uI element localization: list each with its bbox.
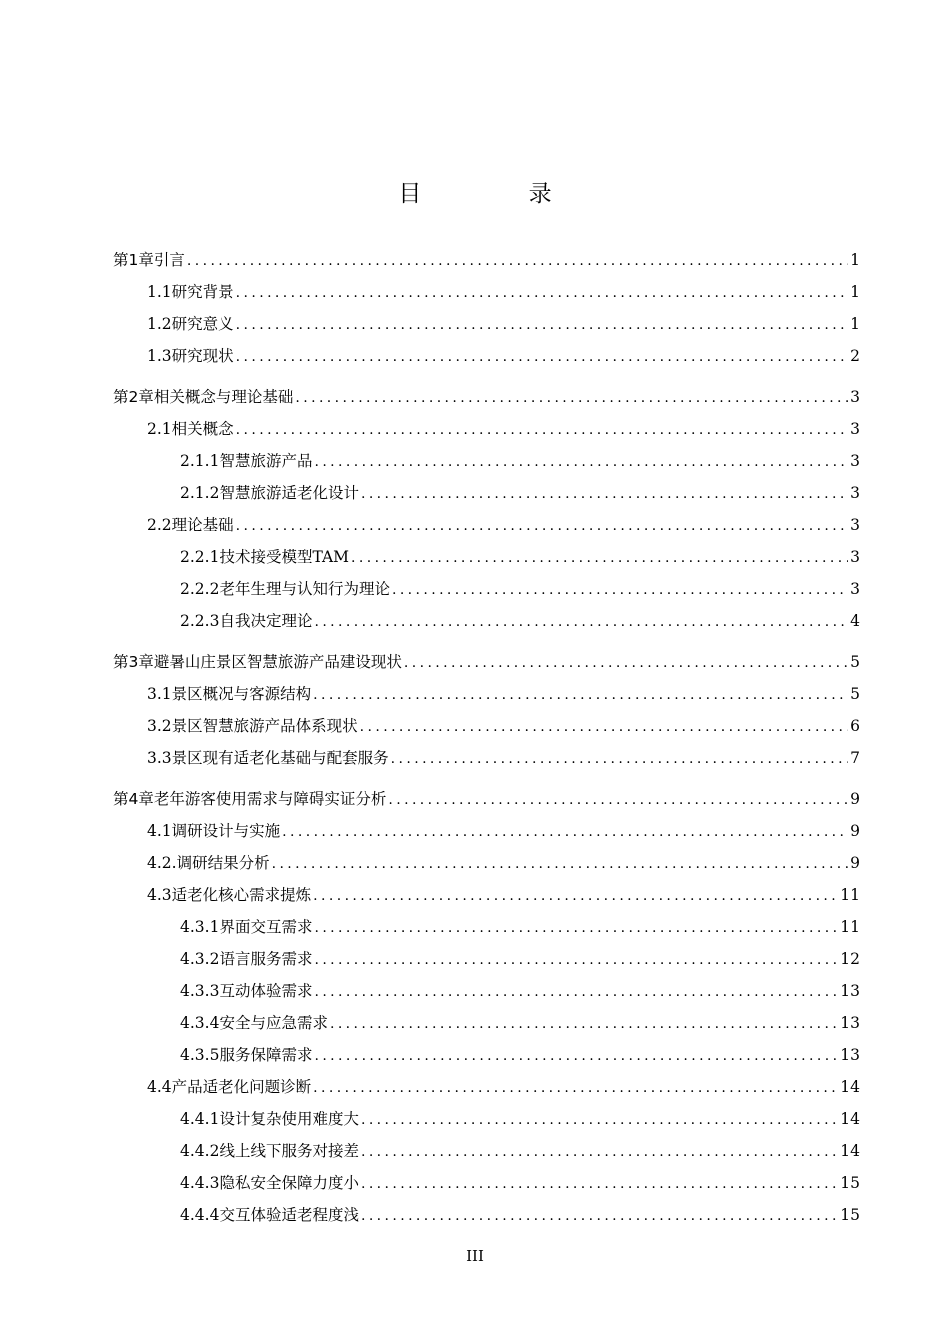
toc-entry-number: 4.4.4 — [180, 1206, 220, 1224]
toc-dot-leader — [314, 449, 848, 475]
toc-entry-label: 理论基础 — [171, 516, 234, 534]
toc-entry-label: 服务保障需求 — [219, 1046, 313, 1064]
toc-entry-page: 14 — [840, 1078, 860, 1096]
toc-entry-number: 3.2 — [147, 717, 172, 735]
toc-dot-leader — [313, 1075, 838, 1101]
toc-entry[interactable] — [147, 343, 860, 369]
toc-entry-label: 互动体验需求 — [219, 982, 313, 1000]
toc-entry-page: 15 — [840, 1174, 860, 1192]
toc-entry-number: 4.4.1 — [180, 1110, 220, 1128]
toc-entry[interactable] — [113, 649, 860, 675]
toc-entry-label: 智慧旅游适老化设计 — [219, 484, 359, 502]
toc-entry-page: 3 — [850, 548, 860, 566]
toc-entry[interactable] — [147, 713, 860, 739]
toc-entry-number: 2.2.1 — [180, 548, 220, 566]
toc-entry-label: 技术接受模型TAM — [219, 548, 350, 566]
toc-dot-leader — [272, 851, 849, 877]
toc-entry-page: 1 — [850, 283, 860, 301]
toc-dot-leader — [314, 979, 838, 1005]
toc-entry-number: 4.3.2 — [180, 950, 220, 968]
toc-entry-label: 调研结果分析 — [176, 854, 270, 872]
toc-entry-label: 景区智慧旅游产品体系现状 — [171, 717, 358, 735]
toc-entry-label: 景区概况与客源结构 — [171, 685, 312, 703]
toc-entry-page: 11 — [840, 886, 860, 904]
toc-entry[interactable] — [180, 1010, 860, 1036]
toc-dot-leader — [236, 344, 848, 370]
toc-entry-label: 自我决定理论 — [219, 612, 313, 630]
toc-entry-page: 9 — [850, 854, 860, 872]
toc-entry-label: 相关概念 — [171, 420, 234, 438]
toc-entry[interactable] — [180, 1170, 860, 1196]
toc-entry-number: 2.2.3 — [180, 612, 220, 630]
toc-entry-label: 避暑山庄景区智慧旅游产品建设现状 — [153, 653, 402, 671]
toc-entry-label: 设计复杂使用难度大 — [219, 1110, 359, 1128]
toc-entry[interactable] — [147, 311, 860, 337]
toc-entry-number: 3.3 — [147, 749, 172, 767]
toc-entry[interactable] — [147, 681, 860, 707]
toc-dot-leader — [361, 1139, 838, 1165]
toc-entry[interactable] — [180, 978, 860, 1004]
toc-dot-leader — [361, 481, 848, 507]
toc-entry-number: 4.1 — [147, 822, 172, 840]
toc-entry-page: 2 — [850, 347, 860, 365]
toc-entry-page: 1 — [850, 251, 860, 269]
toc-entry[interactable] — [180, 1042, 860, 1068]
toc-entry[interactable] — [113, 786, 860, 812]
toc-entry-number: 第3章 — [113, 653, 154, 671]
toc-entry-label: 交互体验适老程度浅 — [219, 1206, 359, 1224]
toc-entry-page: 11 — [840, 918, 860, 936]
toc-entry-number: 1.3 — [147, 347, 172, 365]
toc-entry-number: 第4章 — [113, 790, 154, 808]
toc-dot-leader — [388, 787, 848, 813]
toc-entry-label: 产品适老化问题诊断 — [171, 1078, 312, 1096]
toc-entry[interactable] — [147, 279, 860, 305]
toc-entry[interactable] — [147, 1074, 860, 1100]
toc-entry-number: 2.1 — [147, 420, 172, 438]
toc-entry-label: 适老化核心需求提炼 — [171, 886, 312, 904]
toc-dot-leader — [295, 385, 848, 411]
toc-entry-label: 隐私安全保障力度小 — [219, 1174, 359, 1192]
toc-dot-leader — [314, 1043, 838, 1069]
toc-entry-page: 1 — [850, 315, 860, 333]
toc-entry[interactable] — [113, 247, 860, 273]
toc-entry-page: 13 — [840, 982, 860, 1000]
toc-entry-number: 第2章 — [113, 388, 154, 406]
toc-entry-page: 13 — [840, 1046, 860, 1064]
toc-entry-number: 4.4.2 — [180, 1142, 220, 1160]
toc-entry[interactable] — [180, 914, 860, 940]
toc-dot-leader — [236, 417, 848, 443]
toc-entry-page: 4 — [850, 612, 860, 630]
toc-dot-leader — [392, 577, 848, 603]
toc-entry-label: 老年游客使用需求与障碍实证分析 — [153, 790, 387, 808]
toc-entry-page: 15 — [840, 1206, 860, 1224]
toc-entry-label: 线上线下服务对接差 — [219, 1142, 359, 1160]
toc-entry-number: 4.4 — [147, 1078, 172, 1096]
toc-entry-number: 2.2.2 — [180, 580, 220, 598]
toc-entry[interactable] — [180, 946, 860, 972]
toc-entry-page: 3 — [850, 580, 860, 598]
toc-entry[interactable] — [147, 745, 860, 771]
toc-entry-number: 4.3 — [147, 886, 172, 904]
toc-entry-label: 引言 — [153, 251, 185, 269]
toc-entry-label: 安全与应急需求 — [219, 1014, 328, 1032]
toc-entry-page: 7 — [850, 749, 860, 767]
toc-entry-number: 3.1 — [147, 685, 172, 703]
toc-entry-number: 2.1.1 — [180, 452, 220, 470]
toc-entry[interactable] — [180, 608, 860, 634]
toc-entry-label: 景区现有适老化基础与配套服务 — [171, 749, 389, 767]
toc-entry-label: 老年生理与认知行为理论 — [219, 580, 390, 598]
toc-entry[interactable] — [180, 1138, 860, 1164]
toc-entry-page: 14 — [840, 1110, 860, 1128]
toc-entry-page: 3 — [850, 452, 860, 470]
toc-dot-leader — [236, 312, 848, 338]
toc-entry-page: 3 — [850, 484, 860, 502]
toc-dot-leader — [361, 1171, 838, 1197]
toc-entry-label: 相关概念与理论基础 — [153, 388, 294, 406]
toc-dot-leader — [236, 280, 848, 306]
toc-entry-page: 5 — [850, 685, 860, 703]
toc-entry[interactable] — [147, 416, 860, 442]
toc-dot-leader — [282, 819, 848, 845]
toc-entry[interactable] — [180, 480, 860, 506]
toc-entry-number: 1.1 — [147, 283, 172, 301]
page-title: 目 录 — [398, 181, 602, 207]
toc-entry-page: 3 — [850, 388, 860, 406]
toc-entry-page: 6 — [850, 717, 860, 735]
toc-entry[interactable] — [180, 576, 860, 602]
toc-entry-page: 3 — [850, 420, 860, 438]
toc-entry-number: 2.2 — [147, 516, 172, 534]
toc-entry-number: 1.2 — [147, 315, 172, 333]
toc-entry-page: 9 — [850, 822, 860, 840]
toc-entry-page: 9 — [850, 790, 860, 808]
toc-entry-label: 研究意义 — [171, 315, 234, 333]
toc-dot-leader — [314, 915, 838, 941]
page-number-footer: III — [466, 1247, 484, 1265]
toc-entry-page: 14 — [840, 1142, 860, 1160]
toc-entry-number: 4.2. — [147, 854, 177, 872]
toc-entry-label: 智慧旅游产品 — [219, 452, 313, 470]
toc-entry-number: 4.3.3 — [180, 982, 220, 1000]
toc-entry[interactable] — [147, 818, 860, 844]
toc-entry[interactable] — [180, 1202, 860, 1228]
toc-entry-page: 12 — [840, 950, 860, 968]
toc-entry-number: 2.1.2 — [180, 484, 220, 502]
toc-entry-number: 第1章 — [113, 251, 154, 269]
toc-dot-leader — [361, 1203, 838, 1229]
toc-dot-leader — [351, 545, 848, 571]
toc-dot-leader — [313, 883, 838, 909]
toc-entry[interactable] — [147, 512, 860, 538]
toc-dot-leader — [314, 609, 848, 635]
toc-entry-number: 4.3.4 — [180, 1014, 220, 1032]
toc-entry-number: 4.3.5 — [180, 1046, 220, 1064]
toc-entry-label: 界面交互需求 — [219, 918, 313, 936]
toc-entry-page: 3 — [850, 516, 860, 534]
toc-entry[interactable] — [147, 850, 860, 876]
toc-dot-leader — [361, 1107, 838, 1133]
toc-entry-number: 4.4.3 — [180, 1174, 220, 1192]
toc-entry[interactable] — [147, 882, 860, 908]
toc-entry-label: 研究现状 — [171, 347, 234, 365]
toc-entry[interactable] — [113, 384, 860, 410]
toc-entry-page: 5 — [850, 653, 860, 671]
toc-entry[interactable] — [180, 1106, 860, 1132]
toc-entry[interactable] — [180, 544, 860, 570]
toc-entry-label: 研究背景 — [171, 283, 234, 301]
toc-entry-label: 调研设计与实施 — [171, 822, 281, 840]
toc-entry[interactable] — [180, 448, 860, 474]
toc-dot-leader — [360, 714, 848, 740]
toc-entry-page: 13 — [840, 1014, 860, 1032]
toc-dot-leader — [330, 1011, 838, 1037]
toc-entry-number: 4.3.1 — [180, 918, 220, 936]
toc-entry-label: 语言服务需求 — [219, 950, 313, 968]
toc-dot-leader — [404, 650, 848, 676]
toc-dot-leader — [236, 513, 848, 539]
toc-dot-leader — [391, 746, 848, 772]
toc-dot-leader — [187, 248, 848, 274]
toc-dot-leader — [314, 947, 838, 973]
toc-dot-leader — [313, 682, 848, 708]
